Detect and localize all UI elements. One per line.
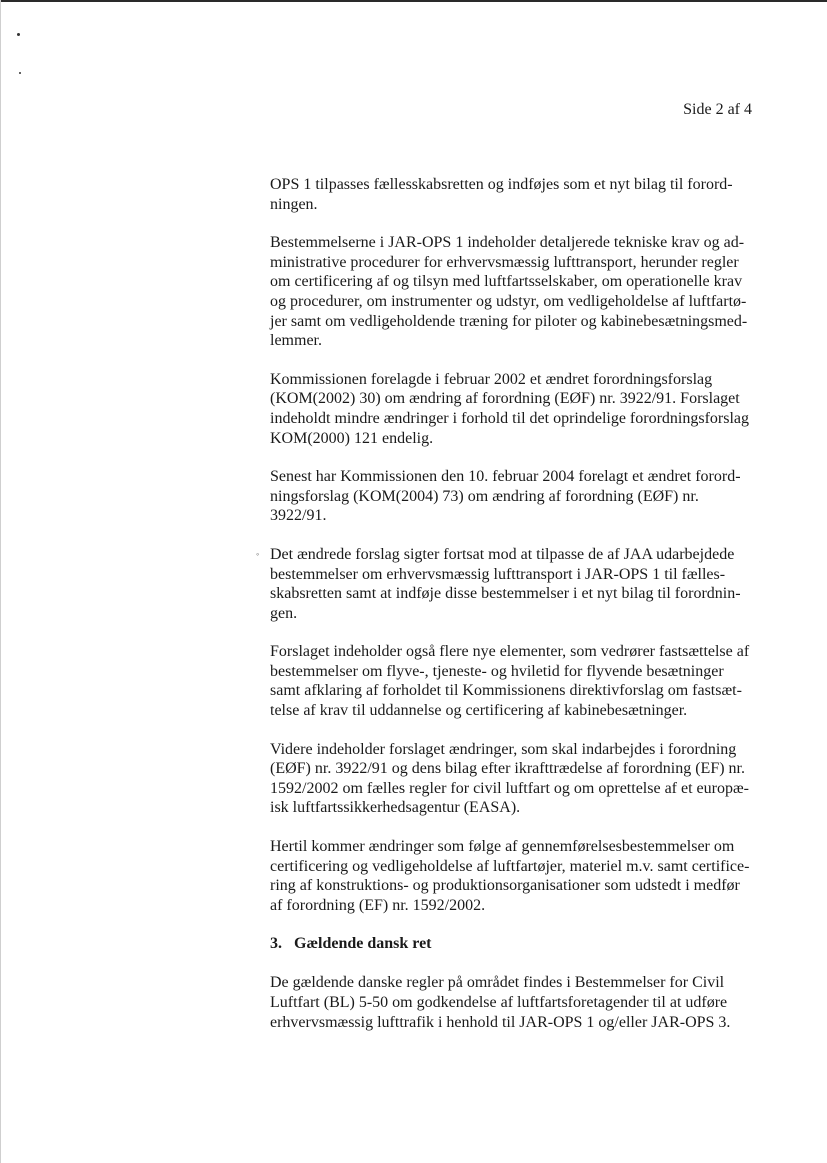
text-line: og procedurer, om instrumenter og udstyr, om vedligeholdelse af luftfartø- — [270, 292, 747, 310]
text-line: certificering og vedligeholdelse af luftfartøjer, materiel m.v. samt certifice- — [270, 857, 750, 875]
text-line: Kommissionen forelagde i februar 2002 et ændret forordningsforslag — [270, 370, 713, 388]
text-line: lemmer. — [270, 332, 322, 350]
margin-mark: ◦ — [256, 548, 260, 559]
text-line: Videre indeholder forslaget ændringer, som skal indarbejdes i forordning — [270, 740, 737, 758]
scan-speck — [17, 33, 20, 36]
paragraph-amended-proposal-aim — [256, 545, 754, 623]
paragraph-implementing-rules — [270, 837, 754, 915]
section-heading-current-danish-law — [270, 934, 754, 954]
text-line: samt afklaring af forholdet til Kommissionens direktivforslag om fastsæt- — [270, 682, 742, 700]
text-line: KOM(2000) 121 endelig. — [270, 429, 434, 447]
section-title: Gældende dansk ret — [294, 935, 432, 953]
text-line: (EØF) nr. 3922/91 og dens bilag efter ikrafttrædelse af forordning (EF) nr. — [270, 760, 745, 778]
scan-top-edge — [0, 0, 827, 2]
text-line: Senest har Kommissionen den 10. februar 2004 forelagt et ændret forord- — [270, 468, 741, 486]
document-body — [256, 175, 754, 1051]
text-line: (KOM(2002) 30) om ændring af forordning (EØF) nr. 3922/91. Forslaget — [270, 390, 740, 408]
text-line: ningen. — [270, 195, 318, 213]
text-line: Luftfart (BL) 5-50 om godkendelse af luftfartsforetagender til at udføre — [270, 994, 728, 1011]
page-number: Side 2 af 4 — [683, 101, 752, 118]
text-line: Bestemmelserne i JAR-OPS 1 indeholder detaljerede tekniske krav og ad- — [270, 234, 745, 252]
text-line: telse af krav til uddannelse og certificering af kabinebesætninger. — [270, 702, 688, 720]
text-line: Hertil kommer ændringer som følge af gennemførelsesbestemmelser om — [270, 838, 735, 856]
text-line: bestemmelser om erhvervsmæssig lufttransport i JAR-OPS 1 til fælles- — [270, 565, 726, 583]
text-line: jer samt om vedligeholdende træning for piloter og kabinebesætningsmed- — [270, 312, 748, 330]
section-number: 3. — [270, 935, 282, 953]
text-line: Det ændrede forslag sigter fortsat mod at tilpasse de af JAA udarbejdede — [270, 545, 735, 563]
paragraph-commission-2004-proposal — [270, 467, 754, 526]
text-line: isk luftfartssikkerhedsagentur (EASA). — [270, 799, 521, 817]
text-line: ministrative procedurer for erhvervsmæssig lufttransport, herunder regler — [270, 253, 739, 271]
text-line: Forslaget indeholder også flere nye elementer, som vedrører fastsættelse af — [270, 643, 750, 661]
paragraph-easa-amendments — [270, 740, 754, 818]
paragraph-new-elements — [270, 642, 754, 720]
text-line: De gældende danske regler på området findes i Bestemmelser for Civil — [270, 974, 725, 992]
text-line: bestemmelser om flyve-, tjeneste- og hviletid for flyvende besætninger — [270, 662, 724, 680]
text-line: ring af konstruktions- og produktionsorganisationer som udstedt i medfør — [270, 877, 740, 895]
text-line: 1592/2002 om fælles regler for civil luftfart og om oprettelse af et europæ- — [270, 779, 749, 797]
paragraph-danish-rules — [270, 973, 754, 1032]
text-line: gen. — [270, 604, 298, 622]
paragraph-jar-ops-adaptation — [270, 175, 754, 214]
paragraph-jar-ops-provisions — [270, 233, 754, 351]
scan-left-edge — [0, 0, 1, 1163]
paragraph-commission-2002-proposal — [270, 370, 754, 448]
text-line: 3922/91. — [270, 507, 327, 525]
text-line: erhvervsmæssig lufttrafik i henhold til JAR-OPS 1 og/eller JAR-OPS 3. — [270, 1013, 731, 1031]
scan-speck — [19, 72, 21, 74]
text-line: indeholdt mindre ændringer i forhold til det oprindelige forordningsforslag — [270, 409, 750, 427]
text-line: OPS 1 tilpasses fællesskabsretten og indføjes som et nyt bilag til forord- — [270, 176, 733, 193]
text-line: om certificering af og tilsyn med luftfartsselskaber, om operationelle krav — [270, 273, 743, 291]
text-line: ningsforslag (KOM(2004) 73) om ændring af forordning (EØF) nr. — [270, 487, 699, 505]
text-line: skabsretten samt at indføje disse bestemmelser i et nyt bilag til forordnin- — [270, 585, 741, 603]
text-line: af forordning (EF) nr. 1592/2002. — [270, 896, 486, 914]
